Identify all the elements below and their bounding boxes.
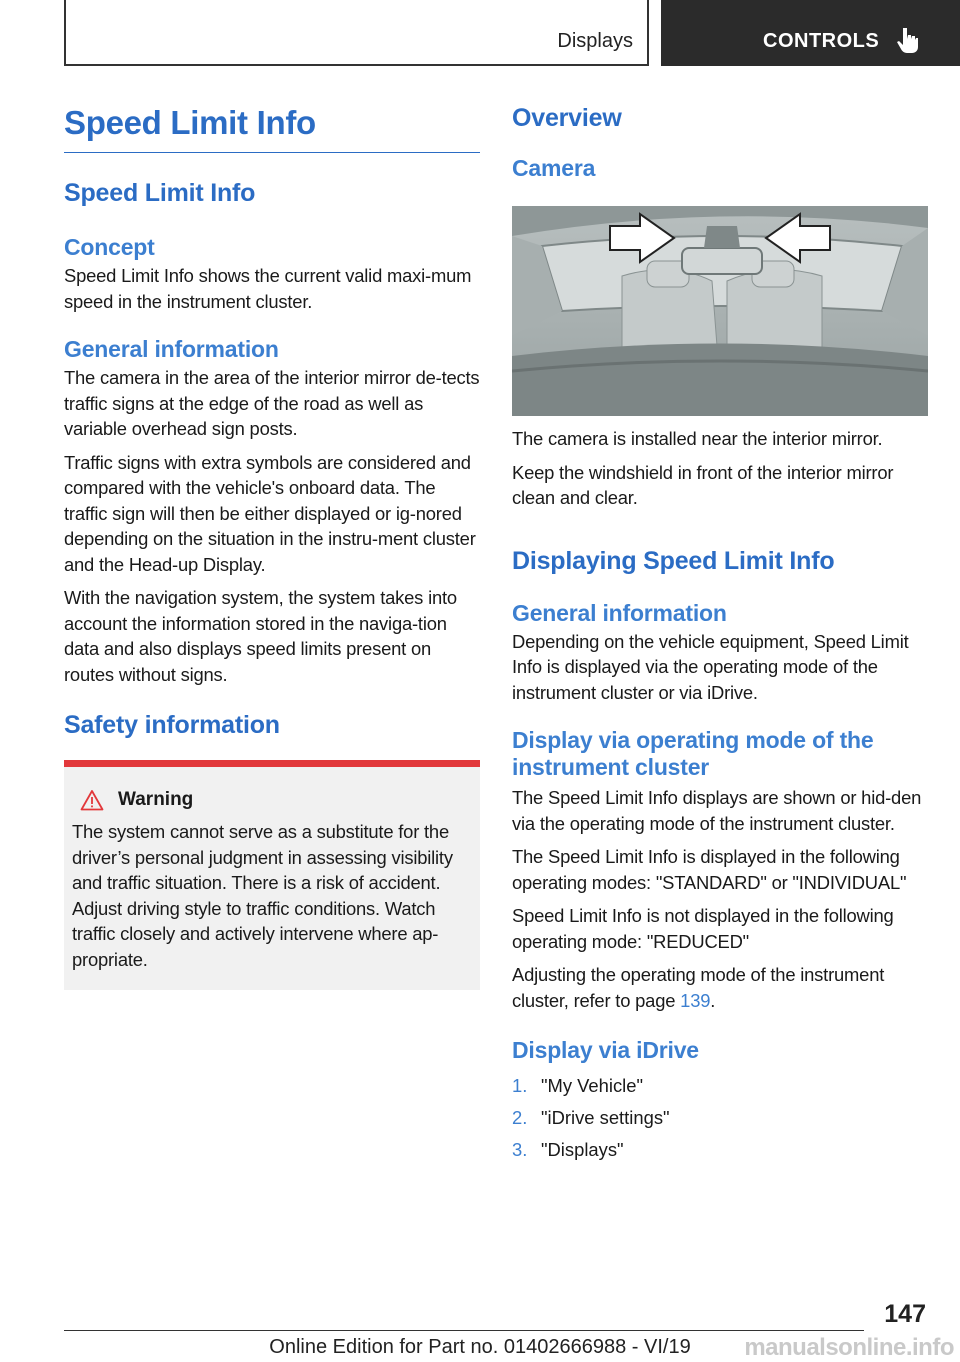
header-section-tab bbox=[64, 0, 649, 66]
warning-text: The system cannot serve as a substitute for the driver’s personal judgment in assessing visibility and traffic situation. There is a risk of accident. Adjust driving style to traffic conditions. Watch traffic closely and actively intervene where ap-propriate. bbox=[72, 821, 453, 970]
step-number: 2. bbox=[512, 1107, 528, 1128]
concept-text: Speed Limit Info shows the current valid maxi-mum speed in the instrument cluster. bbox=[64, 265, 472, 312]
edition-text: Online Edition for Part no. 01402666988 - VI/19 bbox=[269, 1336, 691, 1358]
list-item bbox=[512, 1070, 928, 1102]
warning-box bbox=[64, 760, 480, 990]
operating-mode-paragraph: The Speed Limit Info displays are shown or hid-den via the operating mode of the instrument cluster. bbox=[512, 787, 922, 834]
operating-mode-paragraph: The Speed Limit Info is displayed in the following operating modes: "STANDARD" or "INDIVIDUAL" bbox=[512, 846, 907, 893]
general-info-heading: General information bbox=[64, 336, 279, 362]
camera-text: Keep the windshield in front of the interior mirror clean and clear. bbox=[512, 461, 894, 508]
idrive-steps-list bbox=[512, 1070, 928, 1166]
left-column bbox=[64, 92, 480, 990]
camera-text: The camera is installed near the interior mirror. bbox=[512, 428, 883, 449]
idrive-heading: Display via iDrive bbox=[512, 1037, 699, 1063]
operating-mode-heading: Display via operating mode of the instrument cluster bbox=[512, 727, 874, 780]
displaying-heading: Displaying Speed Limit Info bbox=[512, 546, 835, 575]
header-chapter-tab bbox=[661, 0, 960, 66]
general-info-heading-right: General information bbox=[512, 599, 727, 626]
overview-heading: Overview bbox=[512, 104, 622, 132]
page-number: 147 bbox=[884, 1300, 926, 1328]
operating-mode-paragraph: Speed Limit Info is not displayed in the following operating mode: "REDUCED" bbox=[512, 905, 894, 952]
warning-title bbox=[80, 789, 472, 811]
general-info-paragraph: The camera in the area of the interior mirror de-tects traffic signs at the edge of the road as well as variable overhead sign posts. bbox=[64, 367, 480, 439]
right-column bbox=[512, 92, 928, 1166]
watermark: manualsonline.info bbox=[744, 1334, 954, 1361]
reference-suffix: . bbox=[710, 989, 716, 1011]
step-number: 1. bbox=[512, 1075, 528, 1096]
warning-triangle-icon bbox=[80, 789, 104, 811]
operating-mode-reference bbox=[512, 962, 928, 1013]
concept-heading: Concept bbox=[64, 234, 155, 260]
general-info-text-right: Depending on the vehicle equipment, Speed Limit Info is displayed via the operating mode of the instrument cluster or via iDrive. bbox=[512, 630, 909, 703]
step-number: 3. bbox=[512, 1139, 528, 1160]
step-text: "Displays" bbox=[541, 1139, 624, 1160]
list-item bbox=[512, 1102, 928, 1134]
list-item bbox=[512, 1134, 928, 1166]
warning-title-label: Warning bbox=[118, 789, 194, 810]
step-text: "My Vehicle" bbox=[541, 1075, 643, 1096]
camera-location-photo bbox=[512, 206, 928, 416]
section-subtitle: Speed Limit Info bbox=[64, 179, 256, 207]
header-chapter-label: CONTROLS bbox=[763, 30, 880, 52]
footer-divider bbox=[64, 1330, 864, 1331]
camera-heading: Camera bbox=[512, 155, 596, 181]
page-reference-link[interactable]: 139 bbox=[680, 989, 711, 1011]
safety-info-heading: Safety information bbox=[64, 711, 280, 739]
step-text: "iDrive settings" bbox=[541, 1107, 670, 1128]
general-info-paragraph: Traffic signs with extra symbols are considered and compared with the vehicle's onboard data. The traffic sign will then be either displayed or ig-nored depending on the situation in the instru-ment cluster and the Head-up Display. bbox=[64, 451, 476, 575]
page-title: Speed Limit Info bbox=[64, 92, 480, 153]
reference-prefix: Adjusting the operating mode of the instrument cluster, refer to page bbox=[512, 964, 885, 1011]
header-section-label: Displays bbox=[557, 30, 633, 52]
pointing-hand-icon bbox=[895, 26, 919, 54]
general-info-paragraph: With the navigation system, the system takes into account the information stored in the naviga-tion data and also displays speed limits present on routes without signs. bbox=[64, 587, 457, 685]
